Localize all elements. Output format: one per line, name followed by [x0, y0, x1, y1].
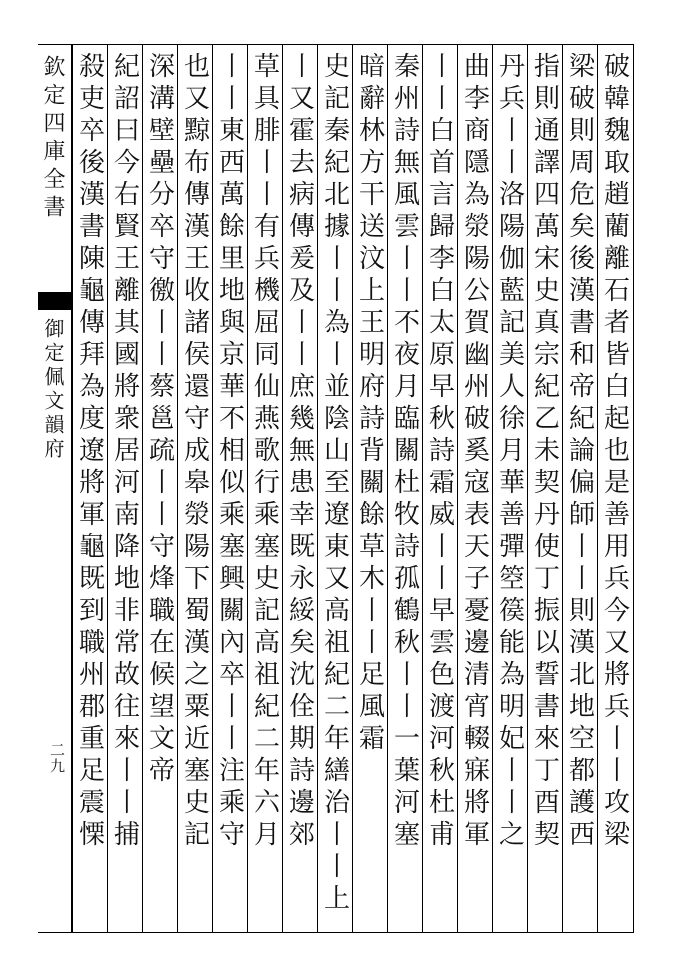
column-rule: [422, 44, 423, 933]
text-column: 曲李商隱為滎陽公賀幽州破奚寇表天子憂邊清宵輟寐將軍: [459, 52, 490, 852]
column-rule: [352, 44, 353, 933]
text-column: 草具腓丨丨有兵機屈同仙燕歌行乘塞史記高祖紀二年六月: [249, 52, 280, 852]
column-rule: [317, 44, 318, 933]
column-rule: [562, 44, 563, 933]
column-rule: [387, 44, 388, 933]
column-rule: [247, 44, 248, 933]
text-column: 梁破則周危矣後漢書和帝紀論偏師丨丨則漢北地空都護西: [564, 52, 595, 852]
column-rule: [142, 44, 143, 933]
text-column: 秦州詩無風雲丨丨不夜月臨關杜牧詩孤鶴秋丨丨一葉河塞: [389, 52, 420, 852]
column-rule: [527, 44, 528, 933]
column-rule: [72, 44, 73, 933]
text-column: 也又黥布傳漢王收諸侯還守成皋滎陽下蜀漢之粟近塞史記: [179, 52, 210, 852]
column-rule: [212, 44, 213, 933]
text-column: 暗辭林方干送汶上王明府詩背關餘草木丨丨足風霜: [354, 52, 385, 756]
text-column: 破韓魏取趙藺離石者皆白起也是善用兵今又將兵丨丨攻梁: [599, 52, 630, 852]
book-title: 欽定四庫全書: [40, 55, 65, 223]
text-column: 深溝壁壘分卒守徼丨丨蔡邕疏丨丨守烽職在候望文帝: [144, 52, 175, 788]
text-column: 丨丨白首言歸李白太原早秋詩霜威丨丨早雲色渡河秋杜甫: [424, 52, 455, 852]
page-number: 二九: [48, 742, 66, 774]
text-column: 紀詔曰今右賢王離其國將衆居河南降地非常故往來丨丨捕: [109, 52, 140, 852]
column-rule: [457, 44, 458, 933]
column-rule: [107, 44, 108, 933]
column-rule: [492, 44, 493, 933]
column-rule: [177, 44, 178, 933]
volume-tab-mark: [38, 292, 72, 310]
text-column: 指則通譯四萬宋史真宗紀乙未契丹使丁振以誓書來丁酉契: [529, 52, 560, 852]
text-column: 丨丨東西萬餘里地與京華不相似乘塞興關內卒丨丨注乘守: [214, 52, 245, 852]
text-column: 丨又霍去病傳爰及丨丨庶幾無患幸既永綏矣沈佺期詩邊郊: [284, 52, 315, 852]
text-column: 史記秦紀北據丨丨為丨並陰山至遼東又高祖紀二年繕治丨丨上: [319, 52, 350, 916]
text-column: 殺吏卒後漢書陳龜傳拜為度遼將軍龜既到職州郡重足震慄: [74, 52, 105, 852]
volume-title: 御定佩文韻府: [41, 318, 65, 462]
column-rule: [597, 44, 598, 933]
text-column: 丹兵丨丨洛陽伽藍記美人徐月華善彈箜篌能為明妃丨丨之: [494, 52, 525, 852]
column-rule: [282, 44, 283, 933]
